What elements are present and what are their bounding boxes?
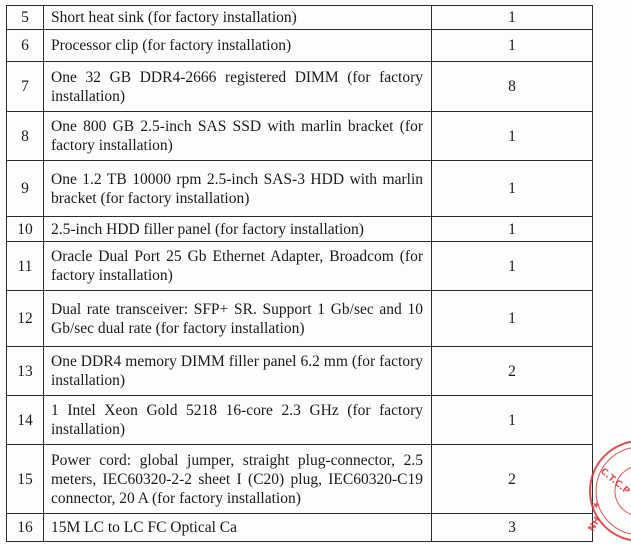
item-quantity: 2 <box>432 347 593 396</box>
item-quantity: 8 <box>432 62 593 112</box>
item-number: 8 <box>7 112 44 161</box>
item-number: 7 <box>7 62 44 112</box>
table-row <box>7 6 593 30</box>
table-row <box>7 217 593 242</box>
table-row <box>7 30 593 62</box>
item-quantity: 1 <box>432 291 593 347</box>
item-quantity: 2 <box>432 445 593 514</box>
svg-text:NH: NH <box>586 515 604 534</box>
item-number: 10 <box>7 217 44 242</box>
svg-text:★: ★ <box>590 499 604 512</box>
item-number: 16 <box>7 514 44 542</box>
svg-text:C.T.C.P: C.T.C.P <box>598 466 631 497</box>
table-row <box>7 161 593 217</box>
table-row <box>7 396 593 445</box>
item-number: 14 <box>7 396 44 445</box>
item-quantity: 1 <box>432 30 593 62</box>
item-description: Oracle Dual Port 25 Gb Ethernet Adapter, Broadcom (for factory installation) <box>44 242 432 291</box>
item-quantity: 1 <box>432 217 593 242</box>
table-row <box>7 347 593 396</box>
item-number: 13 <box>7 347 44 396</box>
item-quantity: 1 <box>432 6 593 30</box>
item-number: 11 <box>7 242 44 291</box>
item-description: Processor clip (for factory installation) <box>44 30 432 62</box>
item-description: One 32 GB DDR4-2666 registered DIMM (for factory installation) <box>44 62 432 112</box>
item-number: 6 <box>7 30 44 62</box>
item-description: One 1.2 TB 10000 rpm 2.5-inch SAS-3 HDD with marlin bracket (for factory installation) <box>44 161 432 217</box>
table-row <box>7 291 593 347</box>
item-description: Dual rate transceiver: SFP+ SR. Support 1 Gb/sec and 10 Gb/sec dual rate (for factory installation) <box>44 291 432 347</box>
item-description: Power cord: global jumper, straight plug-connector, 2.5 meters, IEC60320-2-2 sheet I (C20) plug, IEC60320-C19 connector, 20 A (for factory installation) <box>44 445 432 514</box>
item-description: 15M LC to LC FC Optical Ca <box>44 514 432 542</box>
items-table <box>6 5 593 542</box>
item-number: 12 <box>7 291 44 347</box>
item-quantity: 1 <box>432 161 593 217</box>
item-description: Short heat sink (for factory installation) <box>44 6 432 30</box>
item-number: 9 <box>7 161 44 217</box>
item-quantity: 1 <box>432 242 593 291</box>
item-description: One 800 GB 2.5-inch SAS SSD with marlin bracket (for factory installation) <box>44 112 432 161</box>
table-row <box>7 242 593 291</box>
table-row <box>7 112 593 161</box>
item-description: 2.5-inch HDD filler panel (for factory installation) <box>44 217 432 242</box>
item-description: 1 Intel Xeon Gold 5218 16-core 2.3 GHz (for factory installation) <box>44 396 432 445</box>
table-row <box>7 445 593 514</box>
item-quantity: 1 <box>432 396 593 445</box>
item-quantity: 3 <box>432 514 593 542</box>
item-number: 15 <box>7 445 44 514</box>
item-number: 5 <box>7 6 44 30</box>
company-seal-stamp <box>588 432 631 550</box>
item-quantity: 1 <box>432 112 593 161</box>
item-description: One DDR4 memory DIMM filler panel 6.2 mm (for factory installation) <box>44 347 432 396</box>
table-row <box>7 62 593 112</box>
table-row <box>7 514 593 542</box>
